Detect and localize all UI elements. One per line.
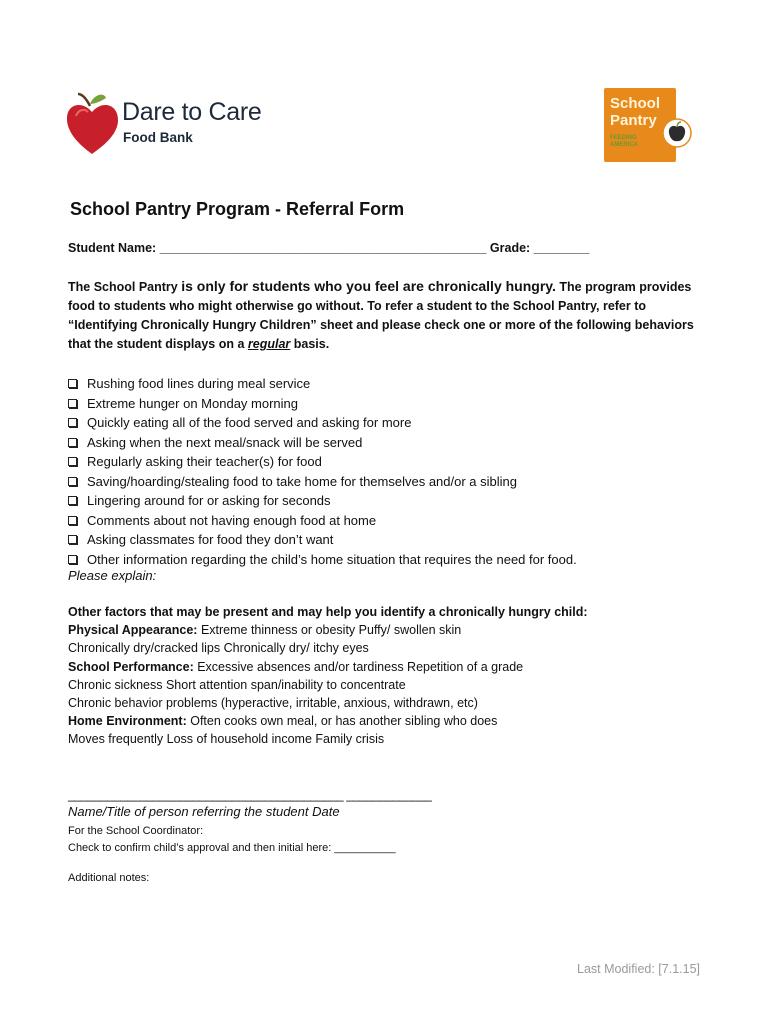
coordinator-section <box>68 823 396 857</box>
signature-caption: Name/Title of person referring the student Date <box>68 804 340 819</box>
checklist-item[interactable] <box>68 394 577 414</box>
school-pantry-logo <box>604 88 692 164</box>
intro-emphasis: is only for students who you feel are chronically hungry. <box>181 278 556 294</box>
other-factors-section <box>68 603 588 749</box>
school-performance-row-3: Chronic behavior problems (hyperactive, irritable, anxious, withdrawn, etc) <box>68 696 478 711</box>
form-title: School Pantry Program - Referral Form <box>70 199 405 219</box>
grade-field[interactable]: ________ <box>533 241 590 255</box>
coordinator-initial-line[interactable]: Check to confirm child’s approval and then initial here: __________ <box>68 842 396 854</box>
physical-text: Extreme thinness or obesity Puffy/ swollen skin <box>197 623 462 638</box>
org-name: Dare to Care <box>122 98 262 126</box>
school-text: Excessive absences and/or tardiness Repetition of a grade <box>193 659 524 674</box>
apple-heart-icon <box>66 92 122 156</box>
checklist-item-label: Comments about not having enough food at home <box>87 512 377 528</box>
intro-regular: regular <box>247 337 291 351</box>
physical-appearance-row-2: Chronically dry/cracked lips Chronically dry/ itchy eyes <box>68 641 369 656</box>
checklist-item-label: Extreme hunger on Monday morning <box>87 395 299 411</box>
checkbox[interactable] <box>68 535 77 544</box>
school-label: School Performance: <box>68 659 194 674</box>
checklist-item[interactable] <box>68 550 577 570</box>
checkbox[interactable] <box>68 555 77 564</box>
checklist-item[interactable] <box>68 511 577 531</box>
checklist-item[interactable] <box>68 433 577 453</box>
grade-label: Grade: <box>486 241 534 255</box>
checklist-item-label: Regularly asking their teacher(s) for food <box>87 454 322 470</box>
physical-appearance-row <box>68 621 588 639</box>
checkbox[interactable] <box>68 477 77 486</box>
checklist-item[interactable] <box>68 452 577 472</box>
factors-header: Other factors that may be present and may help you identify a chronically hungry child: <box>68 605 588 619</box>
checklist-item[interactable] <box>68 413 577 433</box>
checkbox[interactable] <box>68 399 77 408</box>
checklist-item-label: Rushing food lines during meal service <box>87 376 311 392</box>
school-performance-row-2: Chronic sickness Short attention span/inability to concentrate <box>68 677 406 692</box>
student-name-field[interactable]: _______________________________________________ <box>159 241 487 255</box>
intro-text-1: The School Pantry <box>68 280 182 294</box>
badge-line-1: School <box>610 95 661 112</box>
org-subtitle: Food Bank <box>123 130 193 145</box>
checklist-item-label: Saving/hoarding/stealing food to take home for themselves and/or a sibling <box>87 473 517 489</box>
checkbox[interactable] <box>68 516 77 525</box>
intro-paragraph <box>68 277 708 354</box>
home-environment-row-2: Moves frequently Loss of household income Family crisis <box>68 732 385 747</box>
checkbox[interactable] <box>68 496 77 505</box>
intro-text-2: The program provides food to students who might otherwise go without. To refer a student to the School Pantry, refer to “Identifying Chronically Hungry Children” sheet and please check one or more of the following behaviors that the student displays on a <box>68 280 694 351</box>
checklist-item-label: Asking classmates for food they don’t want <box>87 532 334 548</box>
signature-line[interactable]: __________________________________________ _____________ <box>68 788 432 802</box>
checklist-item[interactable] <box>68 374 577 394</box>
apple-icon <box>662 118 692 148</box>
home-environment-row <box>68 712 588 730</box>
coordinator-heading: For the School Coordinator: <box>68 825 204 837</box>
school-performance-row <box>68 658 588 676</box>
checklist-item-label: Other information regarding the child’s home situation that requires the need for food. <box>87 551 577 567</box>
checklist-item[interactable] <box>68 491 577 511</box>
additional-notes-label: Additional notes: <box>68 872 150 884</box>
checklist-item[interactable] <box>68 472 577 492</box>
home-text: Often cooks own meal, or has another sibling who does <box>186 714 498 729</box>
please-explain-label: Please explain: <box>68 568 157 583</box>
physical-label: Physical Appearance: <box>68 623 198 638</box>
badge-small-text: FEEDING AMERICA <box>610 135 638 148</box>
checklist-item-label: Lingering around for or asking for seconds <box>87 493 331 509</box>
checklist-item[interactable] <box>68 530 577 550</box>
checkbox[interactable] <box>68 457 77 466</box>
checkbox[interactable] <box>68 379 77 388</box>
intro-text-end: basis. <box>290 337 330 351</box>
checklist-item-label: Asking when the next meal/snack will be served <box>87 434 363 450</box>
last-modified: Last Modified: [7.1.15] <box>577 962 700 976</box>
badge-line-2: Pantry <box>610 112 657 129</box>
checklist-item-label: Quickly eating all of the food served and asking for more <box>87 415 412 431</box>
checkbox[interactable] <box>68 438 77 447</box>
student-name-label: Student Name: <box>68 241 160 255</box>
dare-to-care-logo <box>66 92 266 156</box>
home-label: Home Environment: <box>68 714 187 729</box>
checkbox[interactable] <box>68 418 77 427</box>
behavior-checklist <box>68 374 577 569</box>
student-name-row <box>68 241 589 255</box>
